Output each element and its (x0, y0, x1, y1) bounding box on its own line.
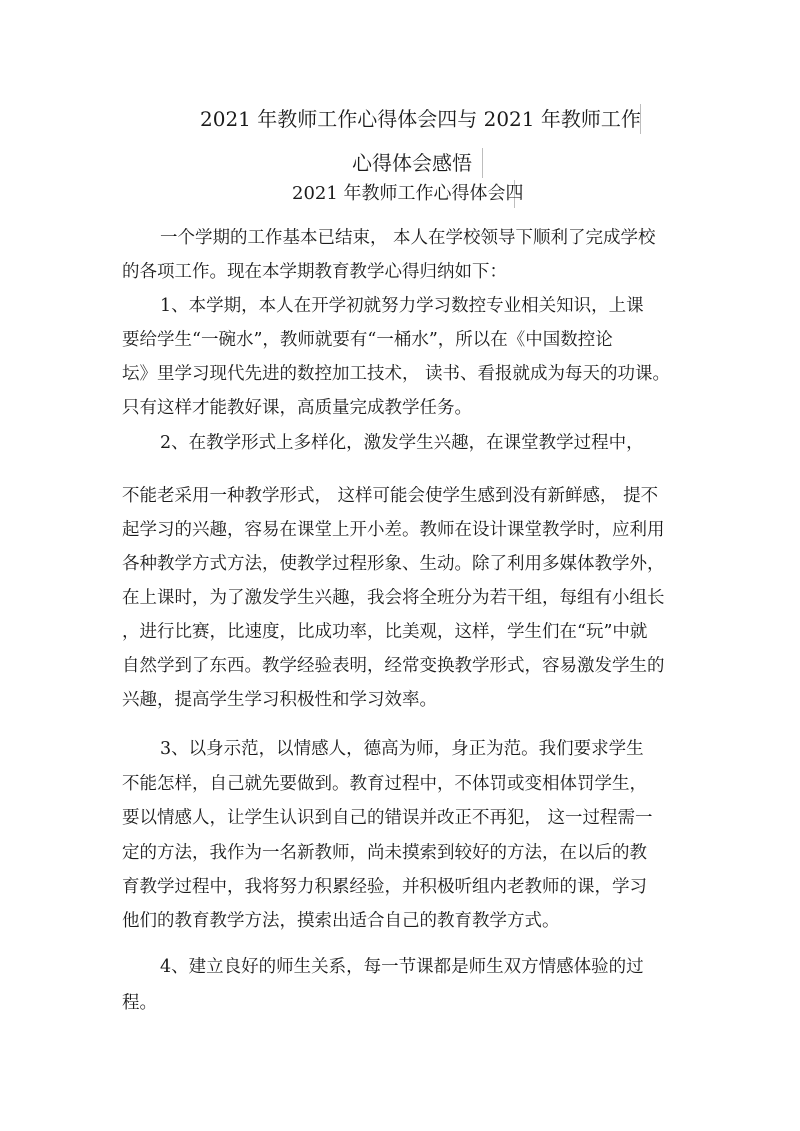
paragraph-line: 他们的教育教学方法，摸索出适合自己的教育教学方式。 (122, 911, 560, 931)
paragraph-line: 程。 (122, 993, 157, 1013)
paragraph-line: 不能老采用一种教学形式， 这样可能会使学生感到没有新鲜感， 提不 (122, 486, 659, 506)
paragraph-line: 起学习的兴趣，容易在课堂上开小差。教师在设计课堂教学时，应利用 (122, 520, 665, 540)
paragraph-line: 兴趣，提高学生学习积极性和学习效率。 (122, 690, 437, 710)
paragraph-line: 自然学到了东西。教学经验表明，经常变换教学形式，容易激发学生的 (122, 656, 665, 676)
paragraph-line: 3、以身示范，以情感人，德高为师，身正为范。我们要求学生 (160, 739, 644, 759)
paragraph-line: 在上课时，为了激发学生兴趣，我会将全班分为若干组，每组有小组长 (122, 588, 665, 608)
document-title-line-2: 心得体会感悟 (352, 148, 483, 178)
paragraph-line: 要以情感人，让学生认识到自己的错误并改正不再犯， 这一过程需一 (122, 808, 653, 828)
paragraph-line: 的各项工作。现在本学期教育教学心得归纳如下： (122, 262, 507, 282)
paragraph-line: 1、本学期，本人在开学初就努力学习数控专业相关知识，上课 (160, 296, 644, 316)
document-title-line-1: 2021 年教师工作心得体会四与 2021 年教师工作 (200, 104, 641, 134)
paragraph-line: 要给学生“一碗水”，教师就要有“一桶水”，所以在《中国数控论 (122, 330, 613, 350)
paragraph-line: 2、在教学形式上多样化，激发学生兴趣，在课堂教学过程中， (160, 433, 644, 453)
document-subtitle: 2021 年教师工作心得体会四 (292, 180, 515, 208)
paragraph-line: 4、建立良好的师生关系，每一节课都是师生双方情感体验的过 (160, 957, 644, 977)
paragraph-line: 坛》里学习现代先进的数控加工技术， 读书、看报就成为每天的功课。 (122, 364, 671, 384)
paragraph-line: 各种教学方式方法，使教学过程形象、生动。除了利用多媒体教学外， (122, 554, 665, 574)
paragraph-line: ，进行比赛，比速度，比成功率，比美观，这样，学生们在“玩”中就 (122, 622, 648, 642)
paragraph-line: 一个学期的工作基本已结束， 本人在学校领导下顺利了完成学校 (160, 228, 656, 248)
paragraph-line: 育教学过程中，我将努力积累经验，并积极听组内老教师的课，学习 (122, 877, 647, 897)
paragraph-line: 只有这样才能教好课，高质量完成教学任务。 (122, 398, 472, 418)
paragraph-line: 不能怎样，自己就先要做到。教育过程中，不体罚或变相体罚学生， (122, 774, 647, 794)
paragraph-line: 定的方法，我作为一名新教师，尚未摸索到较好的方法，在以后的教 (122, 843, 647, 863)
